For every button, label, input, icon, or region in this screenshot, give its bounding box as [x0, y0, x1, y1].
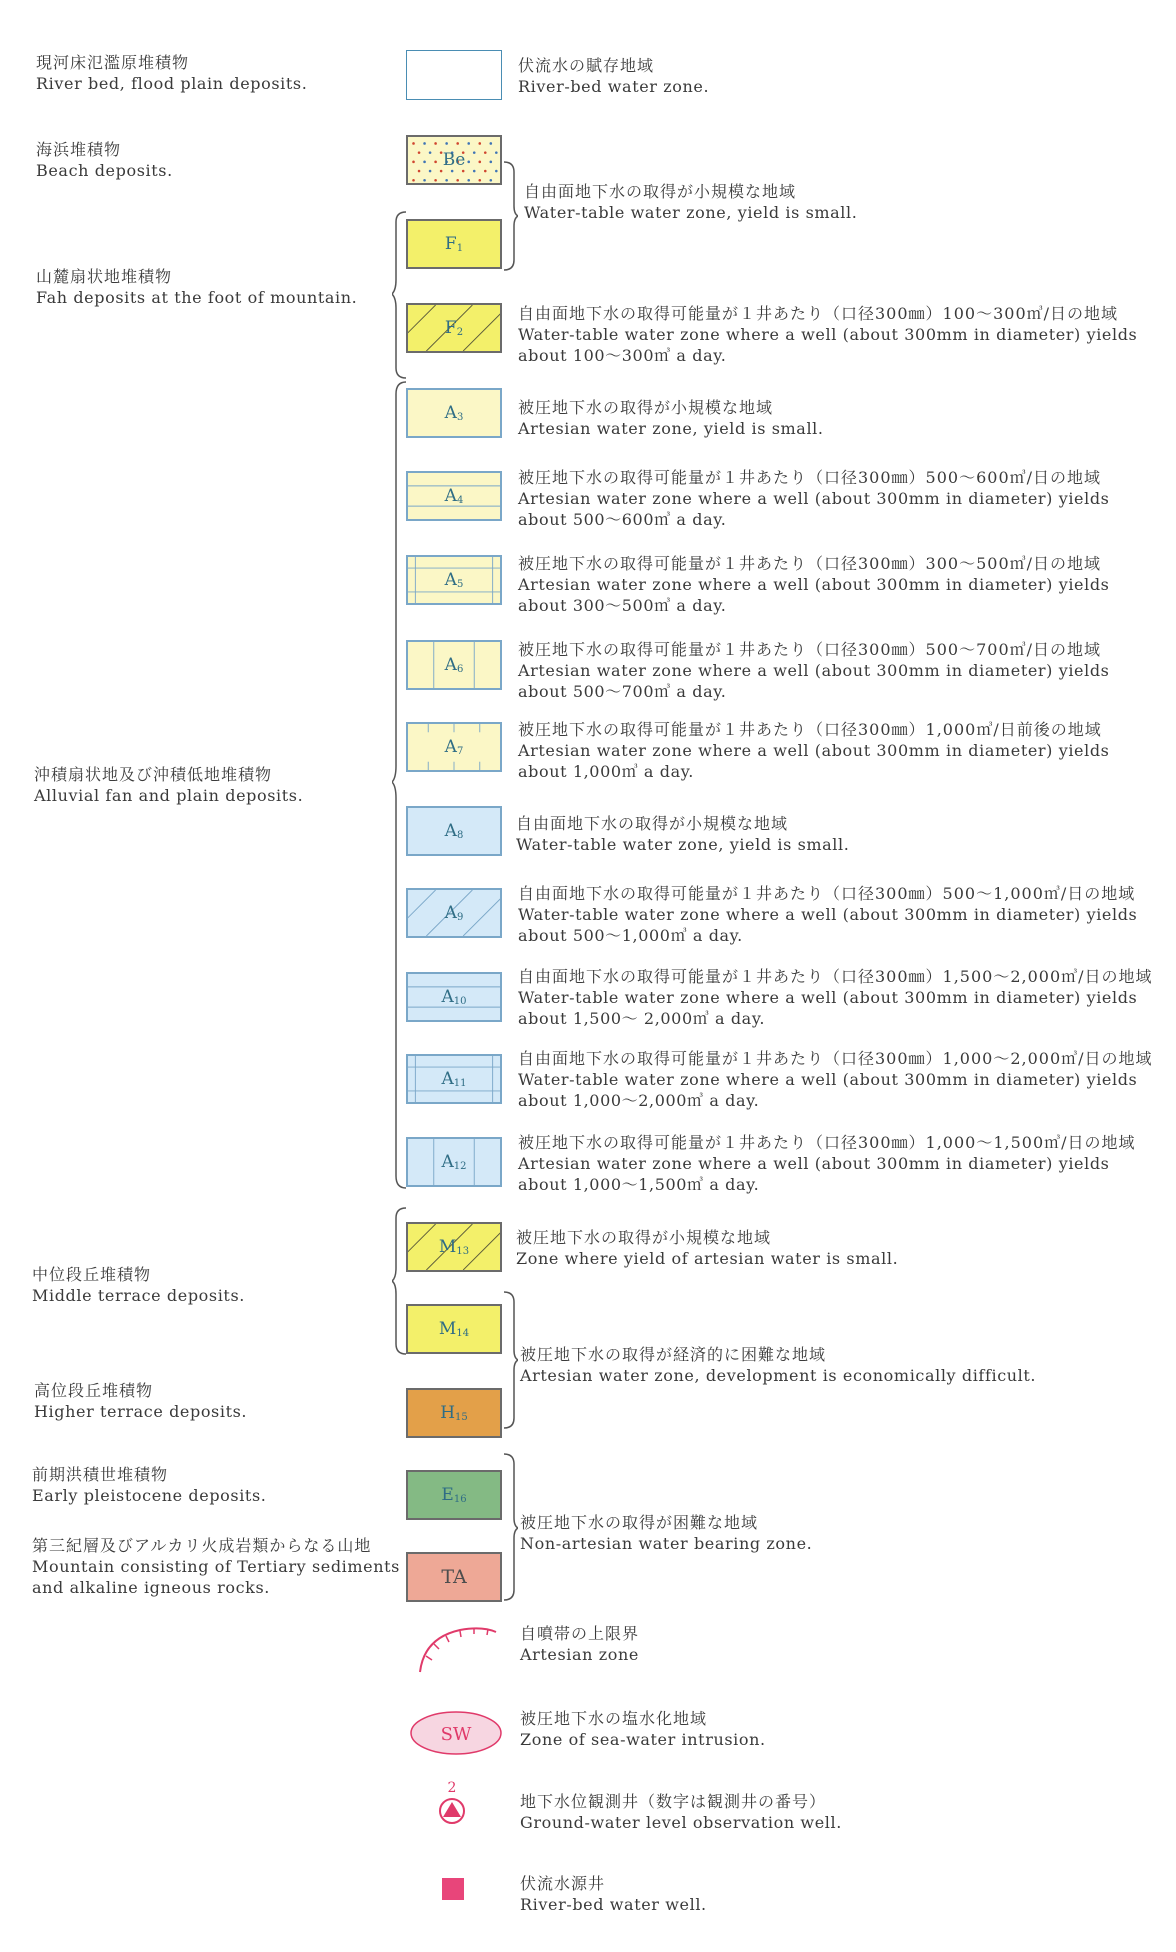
desc-en: Ground-water level observation well.: [520, 1813, 842, 1832]
desc-en-2: about 500～1,000㎥ a day.: [518, 926, 743, 945]
geo-label-ja: 現河床氾濫原堆積物: [36, 53, 190, 72]
desc-river-bed-well: [520, 1873, 1176, 1915]
geo-label-ja: 海浜堆積物: [36, 140, 122, 159]
desc-ja: 自由面地下水の取得可能量が１井あたり（口径300㎜）100～300㎥/日の地域: [518, 304, 1119, 323]
bracket-right-small-yield: [502, 160, 518, 272]
geo-label-en: and alkaline igneous rocks.: [32, 1578, 270, 1597]
legend-box-f1: [406, 219, 502, 269]
desc-en: Water-table water zone where a well (about 300mm in diameter) yields: [518, 905, 1138, 924]
desc-en-2: about 500～600㎥ a day.: [518, 510, 727, 529]
desc-ja: 自噴帯の上限界: [520, 1624, 640, 1643]
desc-f2: [518, 303, 1176, 366]
geo-label-en: Fah deposits at the foot of mountain.: [36, 288, 358, 307]
desc-en: Zone where yield of artesian water is small.: [516, 1249, 899, 1268]
river-bed-well-square-icon: [442, 1878, 464, 1900]
legend-box-a3: [406, 388, 502, 438]
desc-en: River-bed water well.: [520, 1895, 707, 1914]
desc-en: Water-table water zone where a well (about 300mm in diameter) yields: [518, 1070, 1138, 1089]
desc-ja: 被圧地下水の取得可能量が１井あたり（口径300㎜）500～600㎥/日の地域: [518, 468, 1102, 487]
desc-ja: 自由面地下水の取得可能量が１井あたり（口径300㎜）1,000～2,000㎥/日の地域: [518, 1049, 1153, 1068]
desc-a7: [518, 719, 1176, 782]
desc-en-2: about 1,000～1,500㎥ a day.: [518, 1175, 760, 1194]
box-code: $A_4$: [444, 486, 464, 506]
desc-en: Artesian water zone where a well (about 300mm in diameter) yields: [518, 575, 1110, 594]
bracket-right-m14-h15: [502, 1290, 518, 1430]
desc-en: Artesian water zone where a well (about 300mm in diameter) yields: [518, 1154, 1110, 1173]
desc-sea-water: [520, 1708, 1176, 1750]
desc-en-2: about 500～700㎥ a day.: [518, 682, 727, 701]
box-code: $H_{15}$: [440, 1403, 468, 1423]
legend-box-a5: [406, 555, 502, 605]
desc-a3: [518, 397, 1176, 439]
desc-en-2: about 100～300㎥ a day.: [518, 346, 727, 365]
desc-en-2: about 1,500～ 2,000㎥ a day.: [518, 1009, 766, 1028]
geo-alluvial: [34, 764, 303, 806]
box-code: $M_{14}$: [438, 1319, 470, 1339]
geo-label-en: Mountain consisting of Tertiary sediments: [32, 1557, 400, 1576]
well-number: 2: [447, 1780, 457, 1796]
desc-water-table-small-1: [524, 181, 1176, 223]
box-code: $A_{12}$: [441, 1152, 467, 1172]
sea-water-ellipse-icon: [408, 1708, 504, 1758]
bracket-right-e16-ta: [502, 1452, 518, 1602]
artesian-limit-arc-icon: [412, 1620, 502, 1678]
desc-a6: [518, 639, 1176, 702]
desc-ja: 自由面地下水の取得可能量が１井あたり（口径300㎜）1,500～2,000㎥/日の地域: [518, 967, 1153, 986]
sw-label: SW: [440, 1724, 472, 1745]
desc-m14-h15: [520, 1344, 1176, 1386]
geo-fan-foot-mountain: [36, 266, 357, 308]
box-code: $A_3$: [444, 403, 464, 423]
desc-en: Artesian zone: [520, 1645, 639, 1664]
desc-ja: 被圧地下水の取得可能量が１井あたり（口径300㎜）300～500㎥/日の地域: [518, 554, 1102, 573]
geo-label-ja: 第三紀層及びアルカリ火成岩類からなる山地: [32, 1536, 372, 1555]
desc-a4: [518, 467, 1176, 530]
desc-a12: [518, 1132, 1176, 1195]
geo-label-en: Middle terrace deposits.: [32, 1286, 245, 1305]
geo-middle-terrace: [32, 1264, 245, 1306]
legend-box-e16: [406, 1470, 502, 1520]
desc-en: Water-table water zone, yield is small.: [524, 203, 858, 222]
desc-ja: 被圧地下水の塩水化地域: [520, 1709, 708, 1728]
desc-en: Water-table water zone where a well (about 300mm in diameter) yields: [518, 988, 1138, 1007]
desc-en: Artesian water zone, development is economically difficult.: [520, 1366, 1037, 1385]
legend-box-a8: [406, 806, 502, 856]
desc-ja: 伏流水源井: [520, 1874, 606, 1893]
desc-ja: 被圧地下水の取得可能量が１井あたり（口径300㎜）500～700㎥/日の地域: [518, 640, 1102, 659]
legend-box-a10: [406, 972, 502, 1022]
desc-ja: 被圧地下水の取得可能量が１井あたり（口径300㎜）1,000㎥/日前後の地域: [518, 720, 1102, 739]
desc-ja: 被圧地下水の取得が小規模な地域: [516, 1228, 772, 1247]
desc-en: Water-table water zone, yield is small.: [516, 835, 850, 854]
geo-label-en: Higher terrace deposits.: [34, 1402, 248, 1421]
legend-box-a6: [406, 640, 502, 690]
box-code: $A_6$: [444, 655, 464, 675]
geo-river-bed: [36, 52, 307, 94]
desc-m13: [516, 1227, 1176, 1269]
desc-ja: 自由面地下水の取得可能量が１井あたり（口径300㎜）500～1,000㎥/日の地域: [518, 884, 1136, 903]
desc-en-2: about 300～500㎥ a day.: [518, 596, 727, 615]
legend-box-a4: [406, 471, 502, 521]
legend-box-ta: [406, 1552, 502, 1602]
desc-observation-well: [520, 1791, 1176, 1833]
desc-en-2: about 1,000㎥ a day.: [518, 762, 694, 781]
legend-box-river-bed: [406, 50, 502, 100]
desc-en: Non-artesian water bearing zone.: [520, 1534, 813, 1553]
geo-label-en: Early pleistocene deposits.: [32, 1486, 267, 1505]
desc-a11: [518, 1048, 1176, 1111]
legend-box-h15: [406, 1388, 502, 1438]
desc-ja: 被圧地下水の取得が困難な地域: [520, 1513, 759, 1532]
legend-box-f2: [406, 303, 502, 353]
desc-a10: [518, 966, 1176, 1029]
legend-box-a7: [406, 722, 502, 772]
box-code: $F_1$: [444, 234, 464, 254]
legend-box-a11: [406, 1054, 502, 1104]
desc-ja: 地下水位観測井（数字は観測井の番号）: [520, 1792, 827, 1811]
geo-label-en: Beach deposits.: [36, 161, 173, 180]
desc-e16-ta: [520, 1512, 1176, 1554]
geo-label-en: Alluvial fan and plain deposits.: [34, 786, 304, 805]
box-code: $A_5$: [444, 570, 464, 590]
box-code: TA: [441, 1566, 467, 1588]
desc-en: Artesian water zone where a well (about 300mm in diameter) yields: [518, 661, 1110, 680]
desc-ja: 伏流水の賦存地域: [518, 56, 655, 75]
geo-beach: [36, 139, 173, 181]
geo-label-ja: 沖積扇状地及び沖積低地堆積物: [34, 765, 273, 784]
box-code: $F_2$: [444, 318, 464, 338]
geo-label-ja: 高位段丘堆積物: [34, 1381, 154, 1400]
desc-a5: [518, 553, 1176, 616]
desc-en: River-bed water zone.: [518, 77, 710, 96]
geo-label-en: River bed, flood plain deposits.: [36, 74, 308, 93]
legend-box-a12: [406, 1137, 502, 1187]
legend-box-m14: [406, 1304, 502, 1354]
desc-en: Artesian water zone where a well (about 300mm in diameter) yields: [518, 489, 1110, 508]
box-code: $A_7$: [444, 737, 464, 757]
geo-higher-terrace: [34, 1380, 247, 1422]
legend-box-be: [406, 135, 502, 185]
geo-label-ja: 山麓扇状地堆積物: [36, 267, 173, 286]
box-code: $A_{11}$: [441, 1069, 467, 1089]
desc-a8: [516, 813, 1176, 855]
desc-ja: 被圧地下水の取得可能量が１井あたり（口径300㎜）1,000～1,500㎥/日の地域: [518, 1133, 1136, 1152]
desc-river-bed-water: [518, 55, 1176, 97]
box-code: $E_{16}$: [441, 1485, 467, 1505]
desc-ja: 被圧地下水の取得が経済的に困難な地域: [520, 1345, 827, 1364]
desc-ja: 自由面地下水の取得が小規模な地域: [516, 814, 789, 833]
desc-en: Artesian water zone where a well (about 300mm in diameter) yields: [518, 741, 1110, 760]
desc-en: Water-table water zone where a well (about 300mm in diameter) yields: [518, 325, 1138, 344]
observation-well-triangle-icon: [434, 1778, 470, 1828]
desc-en: Zone of sea-water intrusion.: [520, 1730, 766, 1749]
box-code: $M_{13}$: [438, 1237, 470, 1257]
legend-box-m13: [406, 1222, 502, 1272]
desc-a9: [518, 883, 1176, 946]
geo-label-ja: 中位段丘堆積物: [32, 1265, 152, 1284]
geo-early-pleistocene: [32, 1464, 266, 1506]
box-code: Be: [442, 150, 466, 170]
legend-box-a9: [406, 888, 502, 938]
desc-en-2: about 1,000～2,000㎥ a day.: [518, 1091, 760, 1110]
geo-label-ja: 前期洪積世堆積物: [32, 1465, 169, 1484]
desc-artesian-zone: [520, 1623, 1176, 1665]
desc-ja: 被圧地下水の取得が小規模な地域: [518, 398, 774, 417]
desc-ja: 自由面地下水の取得が小規模な地域: [524, 182, 797, 201]
desc-en: Artesian water zone, yield is small.: [518, 419, 824, 438]
box-code: $A_9$: [444, 903, 464, 923]
geo-tertiary-mountain: [32, 1535, 400, 1598]
box-code: $A_8$: [444, 821, 464, 841]
box-code: $A_{10}$: [441, 987, 467, 1007]
